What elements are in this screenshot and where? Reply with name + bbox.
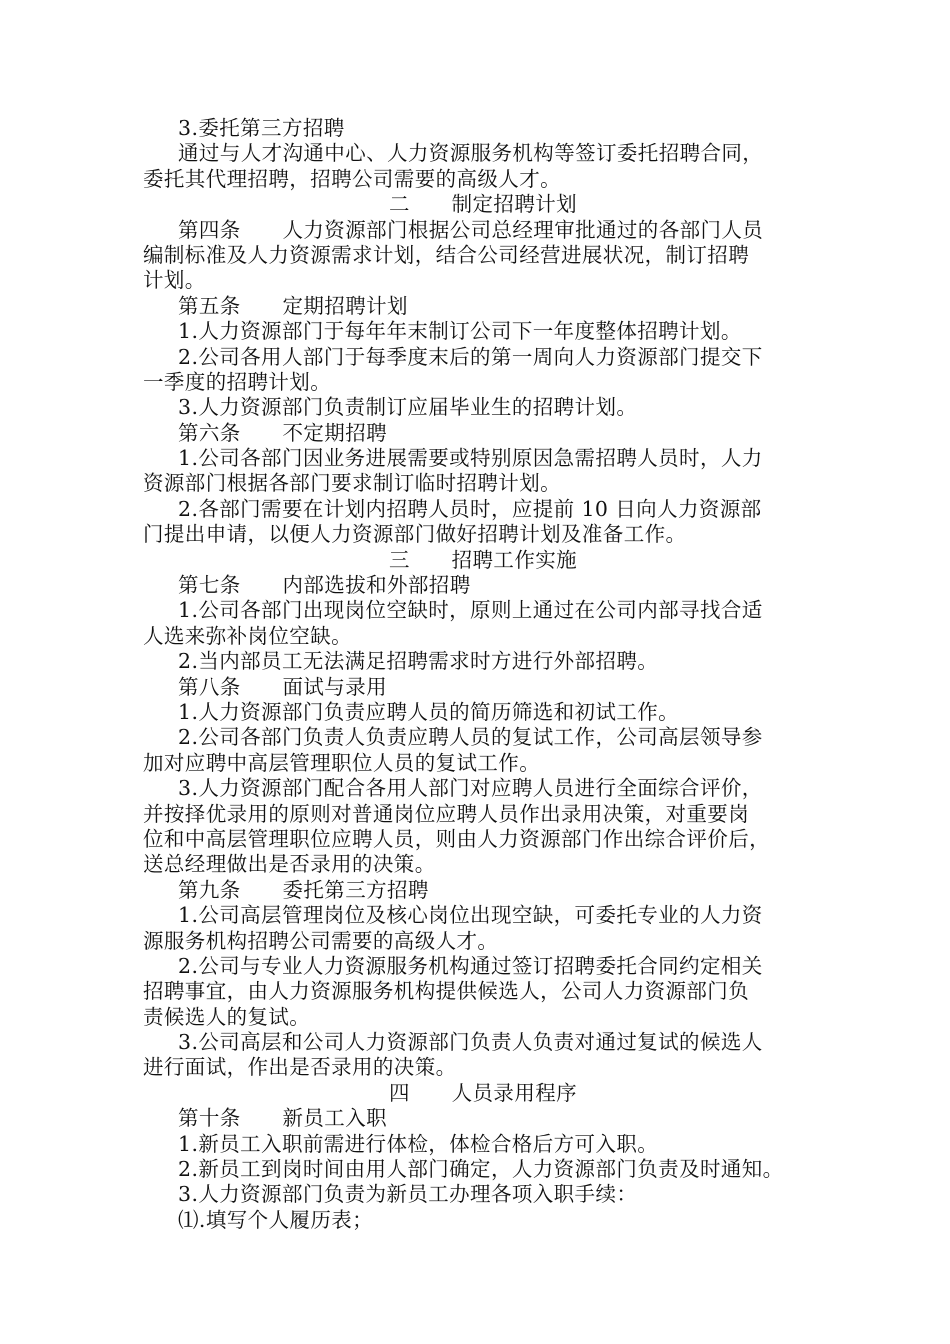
section-heading: 二 制定招聘计划 xyxy=(388,192,578,217)
text-line: 通过与人才沟通中心、人力资源服务机构等签订委托招聘合同， xyxy=(178,141,764,166)
article-heading: 第五条 定期招聘计划 xyxy=(178,293,408,318)
text-line: 门提出申请，以便人力资源部门做好招聘计划及准备工作。 xyxy=(143,522,687,547)
text-line: 位和中高层管理职位应聘人员，则由人力资源部门作出综合评价后， xyxy=(143,826,770,851)
article-heading: 第十条 新员工入职 xyxy=(178,1106,387,1131)
text-line: 招聘事宜，由人力资源服务机构提供候选人，公司人力资源部门负 xyxy=(143,979,750,1004)
text-line: 源服务机构招聘公司需要的高级人才。 xyxy=(143,928,499,953)
text-line: 责候选人的复试。 xyxy=(143,1004,311,1029)
text-line: 3.公司高层和公司人力资源部门负责人负责对通过复试的候选人 xyxy=(178,1030,763,1055)
text-line: 加对应聘中高层管理职位人员的复试工作。 xyxy=(143,750,541,775)
article-heading: 第九条 委托第三方招聘 xyxy=(178,877,429,902)
text-line: 送总经理做出是否录用的决策。 xyxy=(143,852,436,877)
article-heading: 第八条 面试与录用 xyxy=(178,674,387,699)
text-line: 1.人力资源部门于每年年末制订公司下一年度整体招聘计划。 xyxy=(178,319,742,344)
document-body xyxy=(143,116,823,1233)
text-line: 计划。 xyxy=(143,268,206,293)
text-line: 3.人力资源部门负责制订应届毕业生的招聘计划。 xyxy=(178,395,638,420)
text-line: 资源部门根据各部门要求制订临时招聘计划。 xyxy=(143,471,561,496)
text-line: 委托其代理招聘，招聘公司需要的高级人才。 xyxy=(143,166,561,191)
text-line: 3.委托第三方招聘 xyxy=(178,116,345,140)
text-line: 一季度的招聘计划。 xyxy=(143,369,332,394)
text-line: 并按择优录用的原则对普通岗位应聘人员作出录用决策，对重要岗 xyxy=(143,801,750,826)
text-line: 2.各部门需要在计划内招聘人员时，应提前 10 日向人力资源部 xyxy=(178,496,762,521)
text-line: 2.新员工到岗时间由用人部门确定，人力资源部门负责及时通知。 xyxy=(178,1157,784,1182)
text-line: 1.公司高层管理岗位及核心岗位出现空缺，可委托专业的人力资 xyxy=(178,903,763,928)
text-line: ⑴.填写个人履历表； xyxy=(178,1207,374,1232)
text-line: 3.人力资源部门负责为新员工办理各项入职手续： xyxy=(178,1182,638,1207)
text-line: 1.公司各部门出现岗位空缺时，原则上通过在公司内部寻找合适 xyxy=(178,598,763,623)
text-line: 2.当内部员工无法满足招聘需求时方进行外部招聘。 xyxy=(178,649,659,674)
section-heading: 三 招聘工作实施 xyxy=(388,547,578,572)
text-line: 编制标准及人力资源需求计划，结合公司经营进展状况，制订招聘 xyxy=(143,242,750,267)
article-heading: 第四条 人力资源部门根据公司总经理审批通过的各部门人员 xyxy=(178,217,764,242)
text-line: 人选来弥补岗位空缺。 xyxy=(143,623,352,648)
article-heading: 第六条 不定期招聘 xyxy=(178,420,387,445)
text-line: 2.公司与专业人力资源服务机构通过签订招聘委托合同约定相关 xyxy=(178,953,763,978)
text-line: 1.公司各部门因业务进展需要或特别原因急需招聘人员时，人力 xyxy=(178,446,763,471)
text-line: 2.公司各部门负责人负责应聘人员的复试工作，公司高层领导参 xyxy=(178,725,763,750)
text-line: 2.公司各用人部门于每季度末后的第一周向人力资源部门提交下 xyxy=(178,344,763,369)
text-line: 进行面试，作出是否录用的决策。 xyxy=(143,1055,457,1080)
text-line: 3.人力资源部门配合各用人部门对应聘人员进行全面综合评价， xyxy=(178,776,763,801)
text-line: 1.人力资源部门负责应聘人员的简历筛选和初试工作。 xyxy=(178,699,680,724)
text-line: 1.新员工入职前需进行体检，体检合格后方可入职。 xyxy=(178,1131,659,1156)
section-heading: 四 人员录用程序 xyxy=(388,1080,578,1105)
article-heading: 第七条 内部选拔和外部招聘 xyxy=(178,573,471,598)
